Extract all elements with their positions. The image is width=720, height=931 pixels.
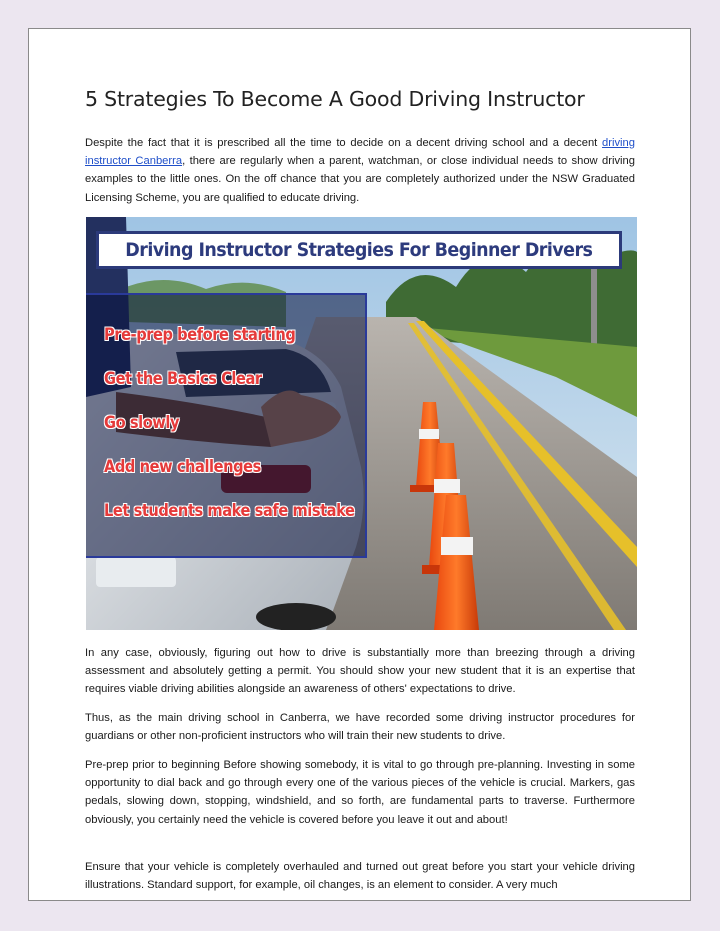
intro-paragraph (85, 134, 635, 207)
hero-banner-title: Driving Instructor Strategies For Beginner Drivers (125, 239, 593, 261)
body-paragraph-3: Pre-prep prior to beginning Before showing somebody, it is vital to go through pre-planning. Investing in some opportunity to dial back and go through every one of the various pieces of the vehicle is crucial. Markers, gas pedals, slowing down, stopping, windshield, and so forth, are fundamental parts to traverse. Furthermore obviously, you certainly need the vehicle is covered before you leave it out and about! (85, 759, 635, 826)
hero-banner (96, 231, 622, 269)
strategy-item-4: Add new challenges (104, 457, 261, 477)
article-title: 5 Strategies To Become A Good Driving Instructor (85, 87, 585, 111)
strategy-item-3: Go slowly (104, 413, 180, 433)
body-paragraph-1: In any case, obviously, figuring out how to drive is substantially more than breezing through a driving assessment and absolutely getting a permit. You should show your new student that it is an expertise that requires viable driving abilities alongside an awareness of others' expectations to drive. (85, 647, 635, 696)
document-page (28, 28, 691, 901)
driving-instructor-link[interactable]: driving instructor Canberra (85, 137, 635, 168)
hero-image (86, 217, 637, 630)
body-paragraph-4: Ensure that your vehicle is completely overhauled and turned out great before you start your vehicle driving illustrations. Standard support, for example, oil changes, is an element to consider. A very much (85, 861, 635, 892)
strategy-item-5: Let students make safe mistake (104, 501, 355, 521)
strategy-list (86, 293, 367, 558)
strategy-item-2: Get the Basics Clear (104, 369, 262, 389)
intro-text-end: , there are regularly when a parent, watchman, or close individual needs to show driving examples to the little ones. On the off chance that you are completely authorized under the NSW Graduated Licensing Scheme, you are qualified to educate driving. (85, 155, 635, 204)
strategy-item-1: Pre-prep before starting (104, 325, 296, 345)
intro-text-start: Despite the fact that it is prescribed all the time to decide on a decent driving school and a decent (85, 137, 603, 149)
body-paragraph-2: Thus, as the main driving school in Canberra, we have recorded some driving instructor procedures for guardians or other non-proficient instructors who will train their new students to drive. (85, 712, 635, 743)
